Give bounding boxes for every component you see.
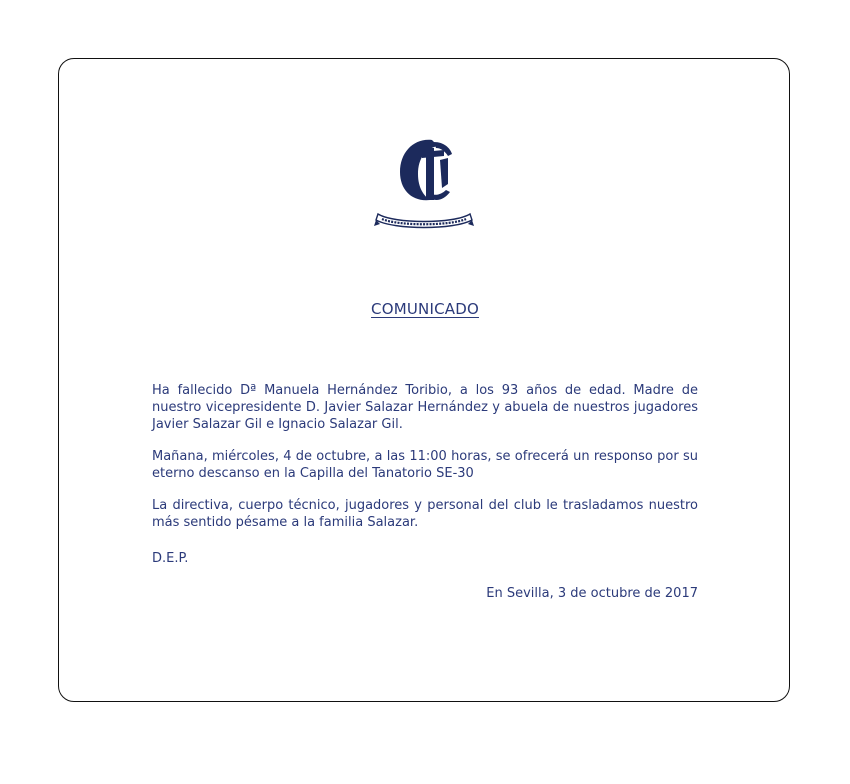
club-crest-logo — [374, 132, 474, 232]
date-line: En Sevilla, 3 de octubre de 2017 — [486, 586, 698, 601]
announcement-card — [58, 58, 790, 702]
page-title: COMUNICADO — [371, 300, 479, 318]
paragraph-rip: D.E.P. — [152, 551, 189, 566]
paragraph-death-notice: Ha fallecido Dª Manuela Hernández Toribio, a los 93 años de edad. Madre de nuestro vicepresidente D. Javier Salazar Hernández y abuela de nuestros jugadores Javier Salazar Gil e Ignacio Salazar Gil. — [152, 383, 698, 432]
paragraph-service-details: Mañana, miércoles, 4 de octubre, a las 11:00 horas, se ofrecerá un responso por su eterno descanso en la Capilla del Tanatorio SE-30 — [152, 449, 698, 481]
paragraph-condolences: La directiva, cuerpo técnico, jugadores y personal del club le trasladamos nuestro más sentido pésame a la familia Salazar. — [152, 498, 698, 530]
